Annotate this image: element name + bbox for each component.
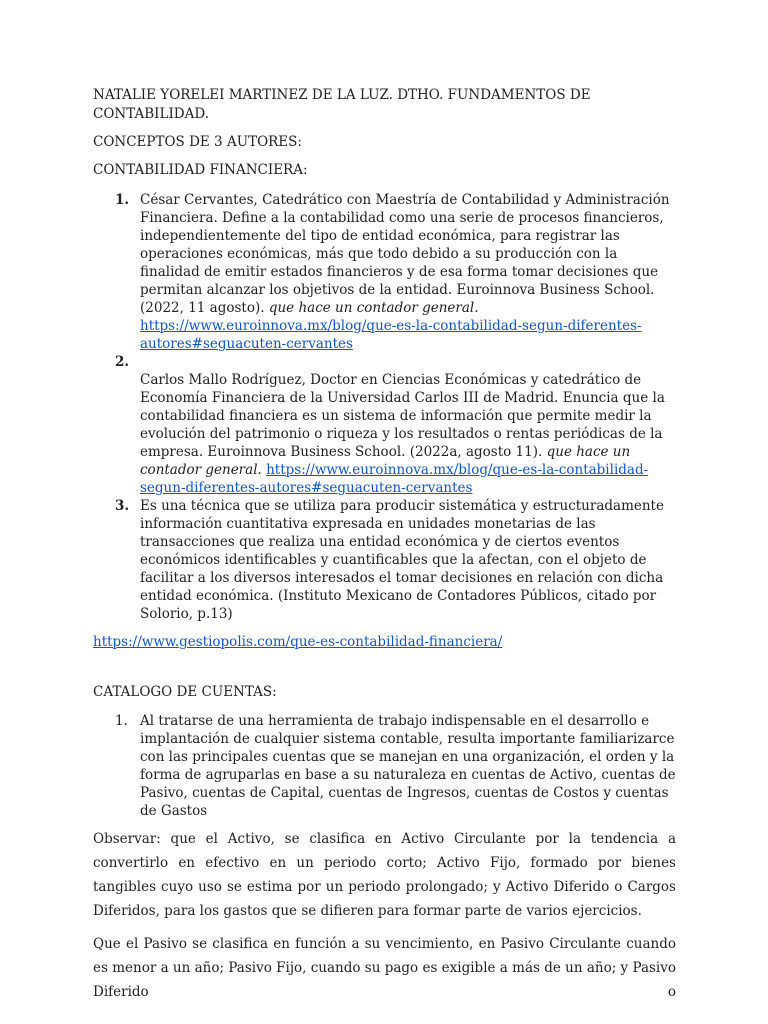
catalog-text: Al tratarse de una herramienta de trabajo indispensable en el desarrollo e implantación de cualquier sistema contable, resulta importante familiarizarce con las principales cuentas que se manejan en una organización, el orden y la forma de agruparlas en base a su naturaleza en cuentas de Activo, cuentas de Pasivo, cuentas de Capital, cuentas de Ingresos, cuentas de Costos y cuentas de Gastos (140, 713, 676, 819)
list-item (93, 497, 676, 623)
list-number: 1. (115, 713, 128, 729)
section-title-catalog: CATALOGO DE CUENTAS: (93, 684, 277, 700)
list-number: 2. (115, 354, 130, 370)
concept-title-italic: que hace un contador general. (140, 444, 631, 478)
section-subtitle-financial: CONTABILIDAD FINANCIERA: (93, 162, 308, 178)
reference-link[interactable]: https://www.euroinnova.mx/blog/que-es-la-contabilidad-segun-diferentes-autores#seguacuten-cervantes (140, 318, 642, 352)
source-link[interactable]: https://www.gestiopolis.com/que-es-contabilidad-financiera/ (93, 634, 503, 650)
list-item (93, 712, 676, 820)
concept-text: Es una técnica que se utiliza para producir sistemática y estructuradamente información cuantitativa expresada en unidades monetarias de las transacciones que realiza una entidad económica y de ciertos eventos económicos identificables y cuantificables que la afectan, con el objeto de facilitar a los diversos interesados el tomar decisiones en relación con dicha entidad económica. (Instituto Mexicano de Contadores Públicos, citado por Solorio, p.13) (140, 498, 664, 622)
source-link-paragraph (93, 633, 676, 652)
concept-text: Carlos Mallo Rodríguez, Doctor en Ciencias Económicas y catedrático de Economía Financiera de la Universidad Carlos III de Madrid. Enuncia que la contabilidad financiera es un sistema de información que permite medir la evolución del patrimonio o riqueza y los resultados o rentas periódicas de la empresa. Euroinnova Business School. (2022a, agosto 11). (140, 372, 665, 460)
list-number: 3. (115, 498, 130, 514)
concept-title-italic: que hace un contador general. (268, 300, 479, 316)
author-header (93, 86, 676, 124)
concepts-list (93, 191, 676, 623)
catalog-list (93, 712, 676, 820)
list-item (93, 191, 676, 353)
section-title-concepts: CONCEPTOS DE 3 AUTORES: (93, 134, 302, 150)
author-header-line-2: CONTABILIDAD. (93, 106, 209, 122)
author-header-line-1: NATALIE YORELEI MARTINEZ DE LA LUZ. DTHO. FUNDAMENTOS DE (93, 87, 591, 103)
paragraph-activo: Observar: que el Activo, se clasifica en Activo Circulante por la tendencia a convertirlo en efectivo en un periodo corto; Activo Fijo, formado por bienes tangibles cuyo uso se estima por un periodo prolongado; y Activo Diferido o Cargos Diferidos, para los gastos que se difieren para formar parte de varios ejercicios. (93, 831, 676, 919)
list-number: 1. (115, 192, 130, 208)
list-item (93, 353, 676, 497)
concept-text: César Cervantes, Catedrático con Maestría de Contabilidad y Administración Financiera. Define a la contabilidad como una serie de procesos financieros, independientemente del tipo de entidad económica, para registrar las operaciones económicas, más que todo debido a su producción con la finalidad de emitir estados financieros y de esa forma tomar decisiones que permitan alcanzar los objetivos de la entidad. Euroinnova Business School. (2022, 11 agosto). (140, 192, 670, 316)
paragraph-pasivo: Que el Pasivo se clasifica en función a su vencimiento, en Pasivo Circulante cuando es menor a un año; Pasivo Fijo, cuando su pago es exigible a más de un año; y Pasivo Diferido o (93, 936, 676, 1000)
reference-link[interactable]: https://www.euroinnova.mx/blog/que-es-la-contabilidad-segun-diferentes-autores#seguacuten-cervantes (140, 462, 649, 496)
